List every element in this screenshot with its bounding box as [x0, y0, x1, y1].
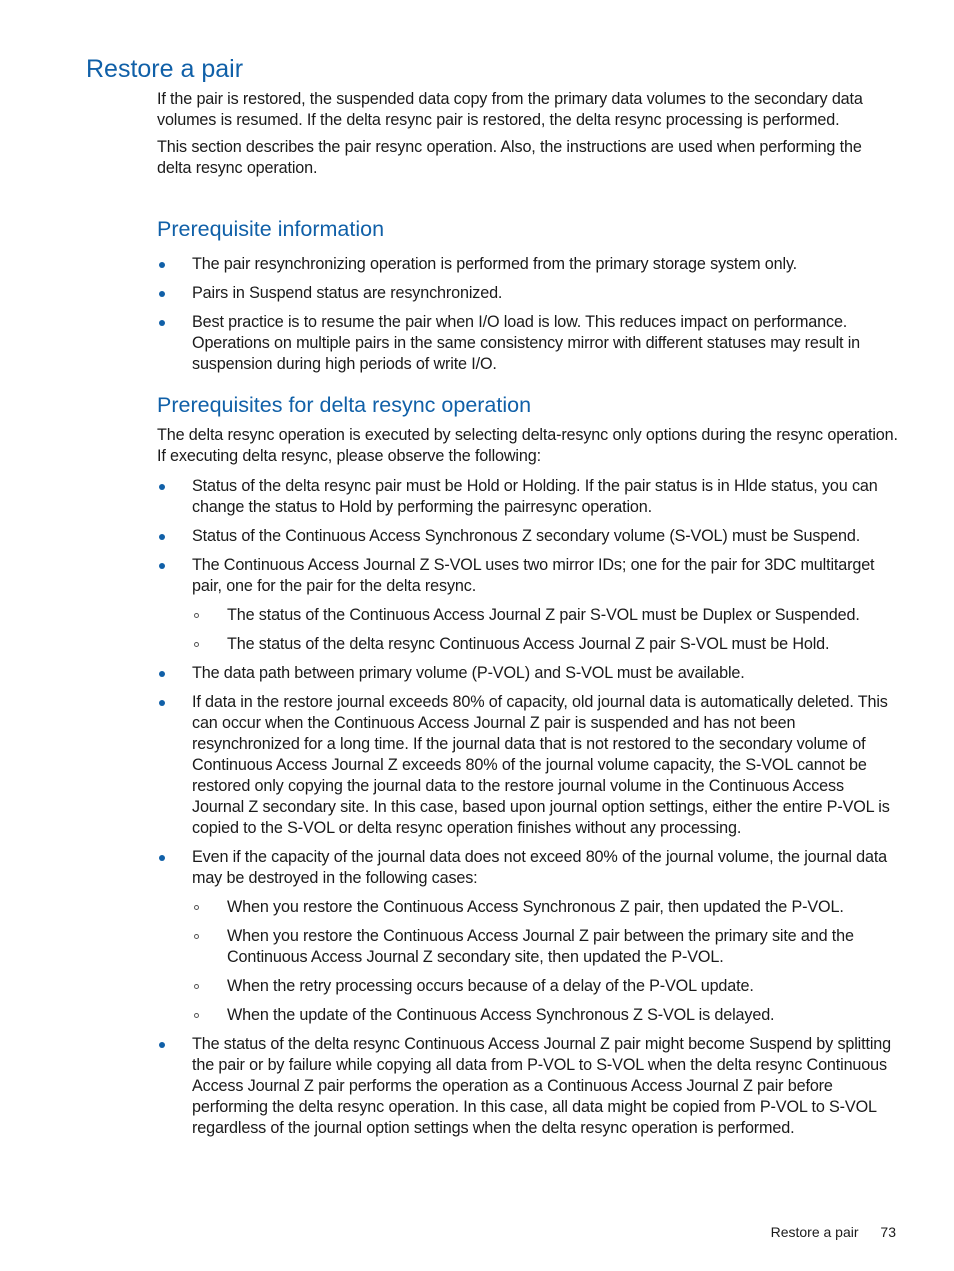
page-title: Restore a pair: [86, 55, 244, 83]
page-footer: [771, 1222, 896, 1242]
circle-bullet-icon: [194, 934, 199, 939]
circle-bullet-icon: [194, 613, 199, 618]
bullet-icon: [159, 320, 165, 326]
intro-section: [157, 89, 899, 179]
delta-list: [157, 476, 899, 1147]
list-item: Pairs in Suspend status are resynchronized.: [157, 283, 899, 304]
bullet-icon: [159, 534, 165, 540]
delta-intro: [157, 425, 899, 467]
bullet-icon: [159, 671, 165, 677]
list-item: The status of the delta resync Continuous Access Journal Z pair might become Suspend by splitting the pair or by failure while copying all data from P-VOL to S-VOL when the delta resync Continuous Access Journal Z pair performs the operation as a Continuous Access Journal Z pair before performing the delta resync operation. In this case, all data might be copied from P-VOL to S-VOL regardless of the journal option settings when the delta resync operation is performed.: [157, 1034, 899, 1139]
circle-bullet-icon: [194, 905, 199, 910]
list-item: Status of the delta resync pair must be Hold or Holding. If the pair status is in Hlde status, you can change the status to Hold by performing the pairresync operation.: [157, 476, 899, 518]
bullet-icon: [159, 855, 165, 861]
sub-list-item: When the update of the Continuous Access Synchronous Z S-VOL is delayed.: [192, 1005, 899, 1026]
delta-resync-heading: Prerequisites for delta resync operation: [157, 393, 532, 417]
circle-bullet-icon: [194, 1013, 199, 1018]
bullet-icon: [159, 563, 165, 569]
sub-list-item: The status of the Continuous Access Journal Z pair S-VOL must be Duplex or Suspended.: [192, 605, 899, 626]
sub-list-item: When you restore the Continuous Access Synchronous Z pair, then updated the P-VOL.: [192, 897, 899, 918]
prerequisite-list: [157, 254, 899, 383]
bullet-icon: [159, 1042, 165, 1048]
bullet-icon: [159, 262, 165, 268]
page-number: 73: [880, 1224, 896, 1240]
footer-section-title: Restore a pair: [770, 1224, 859, 1240]
list-item: If data in the restore journal exceeds 80% of capacity, old journal data is automatically deleted. This can occur when the Continuous Access Journal Z pair is suspended and has not been resynchronized for a long time. If the journal data that is not restored to the secondary volume of Continuous Access Journal Z exceeds 80% of the journal volume capacity, the S-VOL cannot be restored only copying the journal data to the restore journal volume in the Continuous Access Journal Z secondary site. In this case, based upon journal option settings, either the entire P-VOL is copied to the S-VOL or delta resync operation finishes without any processing.: [157, 692, 899, 839]
list-item: The data path between primary volume (P-VOL) and S-VOL must be available.: [157, 663, 899, 684]
sub-list: [192, 897, 899, 1026]
bullet-icon: [159, 700, 165, 706]
intro-paragraph: If the pair is restored, the suspended data copy from the primary data volumes to the secondary data volumes is resumed. If the delta resync pair is restored, the delta resync processing is performed.: [157, 90, 863, 129]
prerequisite-heading: Prerequisite information: [157, 217, 385, 241]
sub-list: [192, 605, 899, 655]
list-item: Best practice is to resume the pair when I/O load is low. This reduces impact on performance. Operations on multiple pairs in the same consistency mirror with different statuses may result in suspension during high periods of write I/O.: [157, 312, 899, 375]
bullet-icon: [159, 484, 165, 490]
bullet-icon: [159, 291, 165, 297]
sub-list-item: When you restore the Continuous Access Journal Z pair between the primary site and the Continuous Access Journal Z secondary site, then updated the P-VOL.: [192, 926, 899, 968]
intro-paragraph: This section describes the pair resync operation. Also, the instructions are used when performing the delta resync operation.: [157, 138, 862, 177]
list-item: Even if the capacity of the journal data does not exceed 80% of the journal volume, the journal data may be destroyed in the following cases: When you restore the Continuous Access Synchronous Z pair, then updated the P-VOL. When you restore the Continuous Access Journal Z pair between the primary site and the Continuous Access Journal Z secondary site, then updated the P-VOL. When the retry processing occurs because of a delay of the P-VOL update. When the update of the Continuous Access Synchronous Z S-VOL is delayed.: [157, 847, 899, 1026]
list-item: The Continuous Access Journal Z S-VOL uses two mirror IDs; one for the pair for 3DC multitarget pair, one for the pair for the delta resync. The status of the Continuous Access Journal Z pair S-VOL must be Duplex or Suspended. The status of the delta resync Continuous Access Journal Z pair S-VOL must be Hold.: [157, 555, 899, 655]
list-item: Status of the Continuous Access Synchronous Z secondary volume (S-VOL) must be Suspend.: [157, 526, 899, 547]
sub-list-item: The status of the delta resync Continuous Access Journal Z pair S-VOL must be Hold.: [192, 634, 899, 655]
circle-bullet-icon: [194, 984, 199, 989]
sub-list-item: When the retry processing occurs because of a delay of the P-VOL update.: [192, 976, 899, 997]
circle-bullet-icon: [194, 642, 199, 647]
list-item: The pair resynchronizing operation is performed from the primary storage system only.: [157, 254, 899, 275]
delta-intro-paragraph: The delta resync operation is executed by selecting delta-resync only options during the resync operation. If executing delta resync, please observe the following:: [157, 426, 898, 465]
